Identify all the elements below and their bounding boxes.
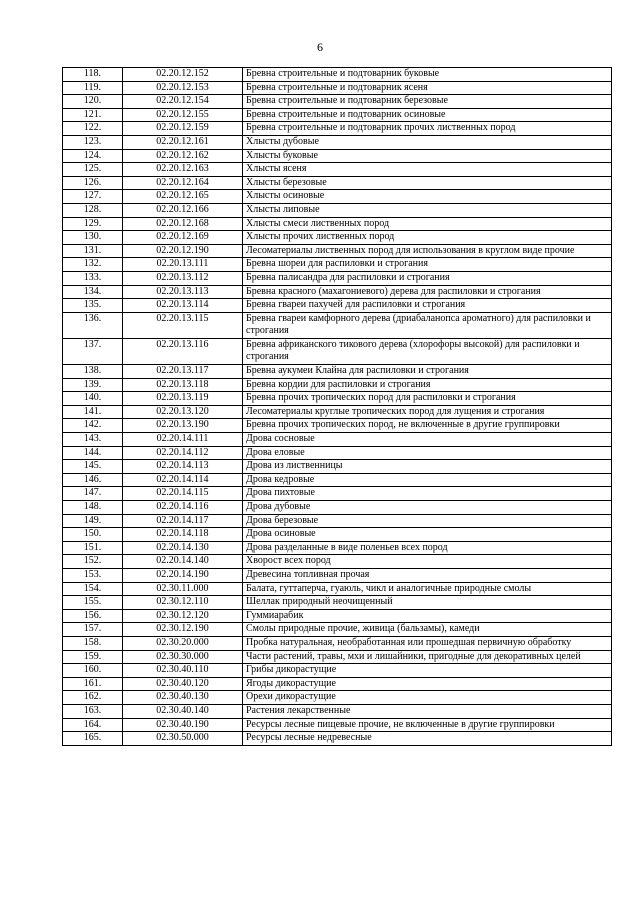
item-name: Ресурсы лесные недревесные: [243, 732, 612, 746]
table-row: [63, 514, 612, 528]
okpd-code: 02.30.12.120: [123, 609, 243, 623]
row-number: 132.: [63, 258, 123, 272]
item-name: Растения лекарственные: [243, 704, 612, 718]
table-row: [63, 732, 612, 746]
classifier-table: [62, 67, 612, 746]
row-number: 122.: [63, 122, 123, 136]
item-name: Бревна строительные и подтоварник осиновые: [243, 108, 612, 122]
okpd-code: 02.20.13.111: [123, 258, 243, 272]
row-number: 140.: [63, 392, 123, 406]
row-number: 156.: [63, 609, 123, 623]
okpd-code: 02.30.12.110: [123, 596, 243, 610]
row-number: 150.: [63, 528, 123, 542]
okpd-code: 02.20.13.118: [123, 378, 243, 392]
table-row: [63, 231, 612, 245]
item-name: Пробка натуральная, необработанная или прошедшая первичную обработку: [243, 636, 612, 650]
row-number: 165.: [63, 732, 123, 746]
table-row: [63, 338, 612, 364]
row-number: 127.: [63, 190, 123, 204]
row-number: 145.: [63, 460, 123, 474]
table-row: [63, 108, 612, 122]
item-name: Хлысты березовые: [243, 176, 612, 190]
row-number: 120.: [63, 95, 123, 109]
row-number: 152.: [63, 555, 123, 569]
item-name: Бревна прочих тропических пород, не включенные в другие группировки: [243, 419, 612, 433]
table-row: [63, 163, 612, 177]
table-row: [63, 650, 612, 664]
table-row: [63, 636, 612, 650]
okpd-code: 02.20.14.112: [123, 446, 243, 460]
row-number: 153.: [63, 568, 123, 582]
table-row: [63, 244, 612, 258]
okpd-code: 02.20.12.164: [123, 176, 243, 190]
row-number: 155.: [63, 596, 123, 610]
table-row: [63, 691, 612, 705]
okpd-code: 02.30.20.000: [123, 636, 243, 650]
okpd-code: 02.20.14.190: [123, 568, 243, 582]
table-row: [63, 365, 612, 379]
row-number: 148.: [63, 501, 123, 515]
table-row: [63, 555, 612, 569]
item-name: Дрова разделанные в виде поленьев всех пород: [243, 541, 612, 555]
row-number: 121.: [63, 108, 123, 122]
okpd-code: 02.20.14.114: [123, 473, 243, 487]
row-number: 119.: [63, 81, 123, 95]
table-row: [63, 203, 612, 217]
item-name: Хлысты смеси лиственных пород: [243, 217, 612, 231]
okpd-code: 02.20.14.140: [123, 555, 243, 569]
table-row: [63, 501, 612, 515]
row-number: 139.: [63, 378, 123, 392]
row-number: 118.: [63, 68, 123, 82]
item-name: Смолы природные прочие, живица (бальзамы), камеди: [243, 623, 612, 637]
okpd-code: 02.20.14.117: [123, 514, 243, 528]
okpd-code: 02.20.13.115: [123, 312, 243, 338]
item-name: Бревна строительные и подтоварник ясеня: [243, 81, 612, 95]
table-row: [63, 135, 612, 149]
item-name: Бревна строительные и подтоварник буковые: [243, 68, 612, 82]
row-number: 149.: [63, 514, 123, 528]
table-row: [63, 81, 612, 95]
table-row: [63, 677, 612, 691]
item-name: Бревна аукумеи Клайна для распиловки и строгания: [243, 365, 612, 379]
row-number: 135.: [63, 299, 123, 313]
okpd-code: 02.20.12.152: [123, 68, 243, 82]
okpd-code: 02.20.13.117: [123, 365, 243, 379]
okpd-code: 02.20.12.153: [123, 81, 243, 95]
row-number: 147.: [63, 487, 123, 501]
okpd-code: 02.30.40.130: [123, 691, 243, 705]
item-name: Дрова сосновые: [243, 433, 612, 447]
row-number: 163.: [63, 704, 123, 718]
item-name: Хворост всех пород: [243, 555, 612, 569]
okpd-code: 02.20.12.154: [123, 95, 243, 109]
row-number: 162.: [63, 691, 123, 705]
okpd-code: 02.20.12.155: [123, 108, 243, 122]
table-row: [63, 473, 612, 487]
table-row: [63, 487, 612, 501]
row-number: 142.: [63, 419, 123, 433]
okpd-code: 02.20.14.113: [123, 460, 243, 474]
item-name: Орехи дикорастущие: [243, 691, 612, 705]
okpd-code: 02.20.12.159: [123, 122, 243, 136]
item-name: Дрова кедровые: [243, 473, 612, 487]
okpd-code: 02.20.13.119: [123, 392, 243, 406]
row-number: 130.: [63, 231, 123, 245]
okpd-code: 02.20.12.161: [123, 135, 243, 149]
row-number: 131.: [63, 244, 123, 258]
row-number: 125.: [63, 163, 123, 177]
table-row: [63, 609, 612, 623]
row-number: 164.: [63, 718, 123, 732]
table-row: [63, 405, 612, 419]
item-name: Хлысты буковые: [243, 149, 612, 163]
table-row: [63, 190, 612, 204]
item-name: Грибы дикорастущие: [243, 664, 612, 678]
table-row: [63, 419, 612, 433]
okpd-code: 02.30.40.190: [123, 718, 243, 732]
table-row: [63, 718, 612, 732]
table-row: [63, 122, 612, 136]
okpd-code: 02.20.12.163: [123, 163, 243, 177]
table-row: [63, 285, 612, 299]
item-name: Лесоматериалы лиственных пород для использования в круглом виде прочие: [243, 244, 612, 258]
row-number: 154.: [63, 582, 123, 596]
item-name: Балата, гуттаперча, гуаюль, чикл и аналогичные природные смолы: [243, 582, 612, 596]
row-number: 133.: [63, 271, 123, 285]
item-name: Гуммиарабик: [243, 609, 612, 623]
table-row: [63, 446, 612, 460]
item-name: Дрова березовые: [243, 514, 612, 528]
table-row: [63, 704, 612, 718]
okpd-code: 02.30.40.120: [123, 677, 243, 691]
item-name: Части растений, травы, мхи и лишайники, пригодные для декоративных целей: [243, 650, 612, 664]
item-name: Хлысты осиновые: [243, 190, 612, 204]
okpd-code: 02.20.12.168: [123, 217, 243, 231]
row-number: 129.: [63, 217, 123, 231]
row-number: 126.: [63, 176, 123, 190]
item-name: Хлысты прочих лиственных пород: [243, 231, 612, 245]
okpd-code: 02.20.13.114: [123, 299, 243, 313]
okpd-code: 02.20.14.118: [123, 528, 243, 542]
table-row: [63, 528, 612, 542]
table-row: [63, 568, 612, 582]
item-name: Бревна кордии для распиловки и строгания: [243, 378, 612, 392]
row-number: 123.: [63, 135, 123, 149]
row-number: 134.: [63, 285, 123, 299]
okpd-code: 02.30.40.110: [123, 664, 243, 678]
item-name: Бревна красного (махагониевого) дерева для распиловки и строгания: [243, 285, 612, 299]
item-name: Ягоды дикорастущие: [243, 677, 612, 691]
okpd-code: 02.30.12.190: [123, 623, 243, 637]
item-name: Шеллак природный неочищенный: [243, 596, 612, 610]
table-row: [63, 596, 612, 610]
row-number: 138.: [63, 365, 123, 379]
okpd-code: 02.20.13.112: [123, 271, 243, 285]
item-name: Бревна строительные и подтоварник прочих лиственных пород: [243, 122, 612, 136]
okpd-code: 02.20.13.116: [123, 338, 243, 364]
item-name: Бревна шореи для распиловки и строгания: [243, 258, 612, 272]
row-number: 160.: [63, 664, 123, 678]
table-row: [63, 271, 612, 285]
table-row: [63, 378, 612, 392]
table-row: [63, 582, 612, 596]
item-name: Бревна гвареи пахучей для распиловки и строгания: [243, 299, 612, 313]
okpd-code: 02.30.40.140: [123, 704, 243, 718]
item-name: Бревна прочих тропических пород для распиловки и строгания: [243, 392, 612, 406]
item-name: Древесина топливная прочая: [243, 568, 612, 582]
table-row: [63, 664, 612, 678]
row-number: 161.: [63, 677, 123, 691]
item-name: Дрова дубовые: [243, 501, 612, 515]
item-name: Дрова пихтовые: [243, 487, 612, 501]
row-number: 151.: [63, 541, 123, 555]
row-number: 136.: [63, 312, 123, 338]
classifier-table-body: [63, 68, 612, 746]
page-number: 6: [317, 40, 323, 54]
item-name: Хлысты дубовые: [243, 135, 612, 149]
item-name: Дрова осиновые: [243, 528, 612, 542]
table-row: [63, 312, 612, 338]
item-name: Бревна африканского тикового дерева (хлорофоры высокой) для распиловки и строгания: [243, 338, 612, 364]
item-name: Дрова еловые: [243, 446, 612, 460]
row-number: 158.: [63, 636, 123, 650]
item-name: Дрова из лиственницы: [243, 460, 612, 474]
okpd-code: 02.20.12.166: [123, 203, 243, 217]
row-number: 124.: [63, 149, 123, 163]
table-row: [63, 95, 612, 109]
table-row: [63, 433, 612, 447]
row-number: 144.: [63, 446, 123, 460]
row-number: 141.: [63, 405, 123, 419]
okpd-code: 02.20.14.115: [123, 487, 243, 501]
item-name: Ресурсы лесные пищевые прочие, не включенные в другие группировки: [243, 718, 612, 732]
okpd-code: 02.20.13.190: [123, 419, 243, 433]
okpd-code: 02.30.50.000: [123, 732, 243, 746]
table-row: [63, 217, 612, 231]
okpd-code: 02.30.30.000: [123, 650, 243, 664]
okpd-code: 02.20.14.116: [123, 501, 243, 515]
table-row: [63, 460, 612, 474]
okpd-code: 02.20.12.190: [123, 244, 243, 258]
item-name: Бревна палисандра для распиловки и строгания: [243, 271, 612, 285]
item-name: Бревна гвареи камфорного дерева (дриабаланопса ароматного) для распиловки и строгания: [243, 312, 612, 338]
row-number: 159.: [63, 650, 123, 664]
table-row: [63, 68, 612, 82]
item-name: Хлысты ясеня: [243, 163, 612, 177]
table-row: [63, 541, 612, 555]
row-number: 137.: [63, 338, 123, 364]
row-number: 157.: [63, 623, 123, 637]
table-row: [63, 623, 612, 637]
table-row: [63, 149, 612, 163]
table-row: [63, 392, 612, 406]
okpd-code: 02.20.12.169: [123, 231, 243, 245]
table-row: [63, 258, 612, 272]
okpd-code: 02.20.13.120: [123, 405, 243, 419]
item-name: Хлысты липовые: [243, 203, 612, 217]
row-number: 143.: [63, 433, 123, 447]
table-row: [63, 299, 612, 313]
row-number: 146.: [63, 473, 123, 487]
okpd-code: 02.30.11.000: [123, 582, 243, 596]
okpd-code: 02.20.13.113: [123, 285, 243, 299]
okpd-code: 02.20.12.165: [123, 190, 243, 204]
item-name: Лесоматериалы круглые тропических пород для лущения и строгания: [243, 405, 612, 419]
table-row: [63, 176, 612, 190]
okpd-code: 02.20.14.111: [123, 433, 243, 447]
okpd-code: 02.20.14.130: [123, 541, 243, 555]
item-name: Бревна строительные и подтоварник березовые: [243, 95, 612, 109]
row-number: 128.: [63, 203, 123, 217]
okpd-code: 02.20.12.162: [123, 149, 243, 163]
